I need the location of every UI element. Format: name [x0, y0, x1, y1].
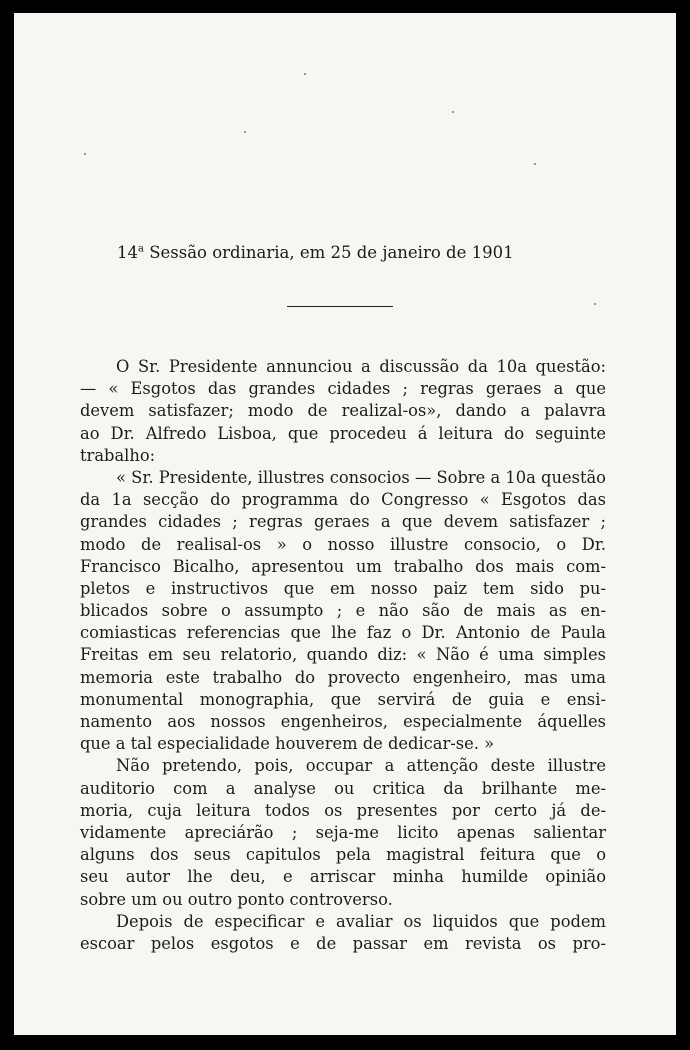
print-speck: [244, 131, 246, 133]
text-line: modo de realisal-os » o nosso illustre consocio, o Dr.: [80, 534, 606, 554]
title-divider: [287, 306, 393, 307]
text-line: ao Dr. Alfredo Lisboa, que procedeu á leitura do seguinte: [80, 423, 606, 443]
text-line: grandes cidades ; regras geraes a que devem satisfazer ;: [80, 512, 606, 532]
text-line: alguns dos seus capitulos pela magistral feitura que o: [80, 845, 606, 865]
session-title-text: Sessão ordinaria, em 25 de janeiro de 1901: [149, 243, 514, 262]
text-line: Freitas em seu relatorio, quando diz: « Não é uma simples: [80, 645, 606, 665]
text-line: namento aos nossos engenheiros, especialmente áquelles: [80, 712, 606, 731]
text-line: monumental monographia, que servirá de guia e ensi-: [80, 689, 606, 709]
text-line: da 1a secção do programma do Congresso « Esgotos das: [80, 490, 606, 510]
scanned-page: [14, 13, 676, 1035]
print-speck: [304, 73, 306, 75]
text-line: sobre um ou outro ponto controverso.: [80, 889, 393, 909]
text-line: moria, cuja leitura todos os presentes por certo já de-: [80, 800, 606, 820]
print-speck: [84, 153, 86, 155]
text-line: que a tal especialidade houverem de dedicar-se. »: [80, 734, 495, 754]
text-line: escoar pelos esgotos e de passar em revista os pro-: [80, 933, 606, 953]
print-speck: [452, 111, 454, 113]
session-title: [117, 243, 514, 262]
text-line: — « Esgotos das grandes cidades ; regras geraes a que: [80, 379, 606, 399]
text-line: comiasticas referencias que lhe faz o Dr. Antonio de Paula: [80, 623, 606, 643]
text-line: « Sr. Presidente, illustres consocios — Sobre a 10a questão: [116, 467, 606, 487]
text-line: O Sr. Presidente annunciou a discussão da 10a questão:: [116, 357, 606, 376]
text-line: vidamente apreciárão ; seja-me licito apenas salientar: [80, 822, 606, 842]
print-speck: [534, 163, 536, 165]
print-speck: [594, 303, 596, 305]
text-line: pletos e instructivos que em nosso paiz tem sido pu-: [80, 578, 606, 598]
body-text: [80, 356, 606, 955]
session-number-suffix: a: [138, 243, 144, 255]
session-number: 14: [117, 243, 138, 262]
text-line: devem satisfazer; modo de realizal-os», dando a palavra: [80, 401, 606, 421]
text-line: Depois de especificar e avaliar os liquidos que podem: [116, 911, 606, 931]
text-line: Francisco Bicalho, apresentou um trabalho dos mais com-: [80, 556, 606, 576]
text-line: auditorio com a analyse ou critica da brilhante me-: [80, 778, 606, 798]
text-line: trabalho:: [80, 445, 156, 465]
text-line: blicados sobre o assumpto ; e não são de mais as en-: [80, 601, 606, 621]
text-line: Não pretendo, pois, occupar a attenção deste illustre: [116, 756, 606, 776]
text-line: memoria este trabalho do provecto engenheiro, mas uma: [80, 667, 606, 687]
text-line: seu autor lhe deu, e arriscar minha humilde opinião: [80, 867, 606, 887]
